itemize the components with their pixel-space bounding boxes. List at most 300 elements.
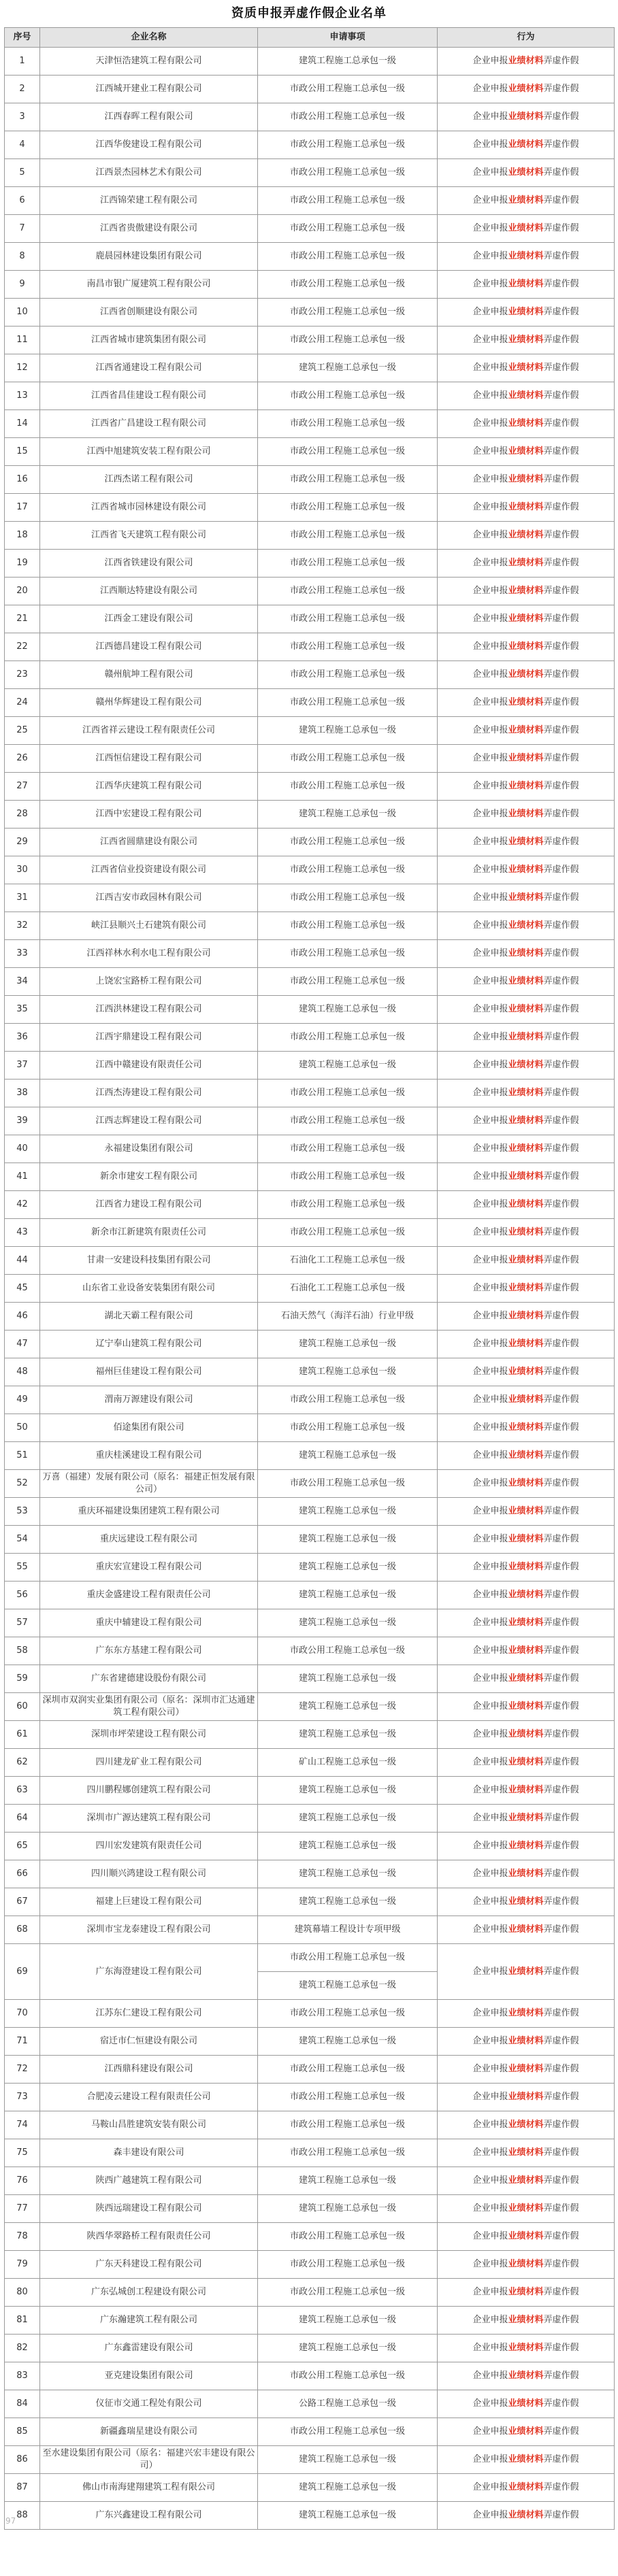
table-row xyxy=(5,243,615,271)
index-cell: 36 xyxy=(5,1024,40,1052)
behavior-cell xyxy=(438,2251,615,2279)
behavior-text-part: 企业申报 xyxy=(472,1339,508,1349)
behavior-text-part: 企业申报 xyxy=(472,976,508,986)
table-row xyxy=(5,1414,615,1442)
header-behavior: 行为 xyxy=(438,28,615,48)
behavior-cell xyxy=(438,801,615,829)
application-cell: 建筑工程施工总承包一级 xyxy=(258,2335,438,2362)
behavior-cell xyxy=(438,2139,615,2167)
behavior-text-part: 企业申报 xyxy=(472,251,508,261)
application-cell: 市政公用工程施工总承包一级 xyxy=(258,103,438,131)
behavior-text-part: 业绩材料 xyxy=(508,697,544,707)
behavior-text-part: 弄虚作假 xyxy=(543,1032,579,1042)
behavior-cell xyxy=(438,1331,615,1358)
behavior-cell xyxy=(438,131,615,159)
index-cell: 25 xyxy=(5,717,40,745)
table-row xyxy=(5,633,615,661)
application-cell: 建筑工程施工总承包一级 xyxy=(258,996,438,1024)
table-row xyxy=(5,2279,615,2307)
behavior-cell xyxy=(438,2279,615,2307)
company-name-cell: 新余市江新建筑有限责任公司 xyxy=(40,1219,258,1247)
behavior-cell xyxy=(438,1275,615,1303)
behavior-text-part: 弄虚作假 xyxy=(543,669,579,680)
behavior-cell xyxy=(438,1916,615,1944)
behavior-text-part: 弄虚作假 xyxy=(543,2120,579,2130)
index-cell: 78 xyxy=(5,2223,40,2251)
behavior-text-part: 弄虚作假 xyxy=(543,2371,579,2381)
behavior-cell xyxy=(438,2390,615,2418)
behavior-text-part: 企业申报 xyxy=(472,558,508,568)
behavior-text-part: 弄虚作假 xyxy=(543,2482,579,2492)
behavior-cell xyxy=(438,1135,615,1163)
company-name-cell: 重庆宏宣建设工程有限公司 xyxy=(40,1554,258,1582)
behavior-text-part: 弄虚作假 xyxy=(543,502,579,512)
behavior-text-part: 业绩材料 xyxy=(508,976,544,986)
company-name-cell: 江西洪林建设工程有限公司 xyxy=(40,996,258,1024)
index-cell: 50 xyxy=(5,1414,40,1442)
behavior-cell xyxy=(438,661,615,689)
application-cell: 建筑工程施工总承包一级 xyxy=(258,2195,438,2223)
behavior-text-part: 业绩材料 xyxy=(508,1143,544,1154)
table-row xyxy=(5,1358,615,1386)
application-cell: 市政公用工程施工总承包一级 xyxy=(258,633,438,661)
behavior-text-part: 业绩材料 xyxy=(508,1450,544,1460)
behavior-text-part: 企业申报 xyxy=(472,1618,508,1628)
behavior-text-part: 业绩材料 xyxy=(508,1562,544,1572)
behavior-text-part: 弄虚作假 xyxy=(543,2510,579,2520)
company-name-cell: 山东省工业设备安装集团有限公司 xyxy=(40,1275,258,1303)
index-cell: 88 xyxy=(5,2502,40,2530)
behavior-text-part: 企业申报 xyxy=(472,1088,508,1098)
behavior-text-part: 弄虚作假 xyxy=(543,307,579,317)
company-name-cell: 江西金工建设有限公司 xyxy=(40,605,258,633)
behavior-text-part: 企业申报 xyxy=(472,1534,508,1544)
index-cell: 11 xyxy=(5,327,40,354)
behavior-cell xyxy=(438,2056,615,2084)
behavior-text-part: 业绩材料 xyxy=(508,1896,544,1907)
application-cell: 市政公用工程施工总承包一级 xyxy=(258,438,438,466)
company-table xyxy=(4,27,615,2530)
company-name-cell: 江西吉安市政园林有限公司 xyxy=(40,884,258,912)
behavior-text-part: 企业申报 xyxy=(472,2203,508,2213)
table-row xyxy=(5,1721,615,1749)
table-row xyxy=(5,1303,615,1331)
application-cell: 建筑工程施工总承包一级 xyxy=(258,1498,438,1526)
application-cell: 市政公用工程施工总承包一级 xyxy=(258,2000,438,2028)
behavior-text-part: 弄虚作假 xyxy=(543,697,579,707)
behavior-text-part: 企业申报 xyxy=(472,809,508,819)
application-cell: 市政公用工程施工总承包一级 xyxy=(258,2223,438,2251)
table-row xyxy=(5,76,615,103)
behavior-text-part: 弄虚作假 xyxy=(543,167,579,178)
index-cell: 68 xyxy=(5,1916,40,1944)
behavior-cell xyxy=(438,605,615,633)
application-cell: 市政公用工程施工总承包一级 xyxy=(258,2279,438,2307)
index-cell: 10 xyxy=(5,299,40,327)
table-row xyxy=(5,438,615,466)
index-cell: 48 xyxy=(5,1358,40,1386)
table-row xyxy=(5,2195,615,2223)
behavior-text-part: 企业申报 xyxy=(472,1116,508,1126)
index-cell: 38 xyxy=(5,1080,40,1107)
application-cell: 矿山工程施工总承包一级 xyxy=(258,1749,438,1777)
application-cell: 市政公用工程施工总承包一级 xyxy=(258,1080,438,1107)
index-cell: 60 xyxy=(5,1693,40,1721)
application-cell: 市政公用工程施工总承包一级 xyxy=(258,605,438,633)
table-row xyxy=(5,1107,615,1135)
behavior-text-part: 业绩材料 xyxy=(508,2426,544,2437)
behavior-cell xyxy=(438,1721,615,1749)
behavior-text-part: 弄虚作假 xyxy=(543,2454,579,2464)
application-cell: 建筑工程施工总承包一级 xyxy=(258,1526,438,1554)
behavior-text-part: 业绩材料 xyxy=(508,865,544,875)
behavior-text-part: 弄虚作假 xyxy=(543,892,579,903)
behavior-text-part: 业绩材料 xyxy=(508,223,544,233)
application-cell: 市政公用工程施工总承包一级 xyxy=(258,2084,438,2111)
table-row xyxy=(5,2167,615,2195)
company-name-cell: 江西鼎科建设有限公司 xyxy=(40,2056,258,2084)
table-row xyxy=(5,2251,615,2279)
behavior-text-part: 业绩材料 xyxy=(508,279,544,289)
index-cell: 83 xyxy=(5,2362,40,2390)
application-cell: 市政公用工程施工总承包一级 xyxy=(258,550,438,578)
application-cell: 建筑工程施工总承包一级 xyxy=(258,1805,438,1833)
company-name-cell: 赣州华辉建设工程有限公司 xyxy=(40,689,258,717)
index-cell: 19 xyxy=(5,550,40,578)
index-cell: 42 xyxy=(5,1191,40,1219)
behavior-cell xyxy=(438,2167,615,2195)
behavior-text-part: 企业申报 xyxy=(472,1673,508,1684)
behavior-text-part: 弄虚作假 xyxy=(543,2259,579,2269)
behavior-text-part: 弄虚作假 xyxy=(543,1869,579,1879)
behavior-text-part: 弄虚作假 xyxy=(543,1813,579,1823)
company-name-cell: 江西景杰园林艺术有限公司 xyxy=(40,159,258,187)
index-cell: 22 xyxy=(5,633,40,661)
behavior-cell xyxy=(438,354,615,382)
header-application: 申请事项 xyxy=(258,28,438,48)
index-cell: 8 xyxy=(5,243,40,271)
behavior-text-part: 弄虚作假 xyxy=(543,2287,579,2297)
behavior-text-part: 业绩材料 xyxy=(508,167,544,178)
table-row xyxy=(5,494,615,522)
behavior-cell xyxy=(438,2223,615,2251)
behavior-text-part: 业绩材料 xyxy=(508,502,544,512)
behavior-text-part: 业绩材料 xyxy=(508,2482,544,2492)
table-row xyxy=(5,912,615,940)
application-cell: 建筑工程施工总承包一级 xyxy=(258,1860,438,1888)
behavior-text-part: 企业申报 xyxy=(472,1367,508,1377)
application-cell: 石油化工工程施工总承包一级 xyxy=(258,1275,438,1303)
behavior-text-part: 业绩材料 xyxy=(508,614,544,624)
behavior-text-part: 弄虚作假 xyxy=(543,1478,579,1488)
application-cell: 市政公用工程施工总承包一级 xyxy=(258,243,438,271)
behavior-text-part: 企业申报 xyxy=(472,307,508,317)
behavior-text-part: 企业申报 xyxy=(472,446,508,456)
behavior-text-part: 弄虚作假 xyxy=(543,1199,579,1209)
application-cell: 建筑工程施工总承包一级 xyxy=(258,2474,438,2502)
behavior-text-part: 企业申报 xyxy=(472,2147,508,2158)
table-row xyxy=(5,2223,615,2251)
behavior-text-part: 业绩材料 xyxy=(508,390,544,401)
behavior-text-part: 业绩材料 xyxy=(508,1534,544,1544)
application-cell: 市政公用工程施工总承包一级 xyxy=(258,327,438,354)
table-row xyxy=(5,1386,615,1414)
table-row xyxy=(5,884,615,912)
behavior-text-part: 弄虚作假 xyxy=(543,2398,579,2409)
company-name-cell: 广东天科建设工程有限公司 xyxy=(40,2251,258,2279)
table-row xyxy=(5,1470,615,1498)
company-name-cell: 宿迁市仁恒建设有限公司 xyxy=(40,2028,258,2056)
company-name-cell: 上饶宏宝路桥工程有限公司 xyxy=(40,968,258,996)
behavior-cell xyxy=(438,1358,615,1386)
behavior-cell xyxy=(438,2418,615,2446)
behavior-text-part: 企业申报 xyxy=(472,641,508,652)
company-name-cell: 江西恒信建设工程有限公司 xyxy=(40,745,258,773)
behavior-text-part: 弄虚作假 xyxy=(543,558,579,568)
behavior-text-part: 企业申报 xyxy=(472,2426,508,2437)
index-cell: 9 xyxy=(5,271,40,299)
application-cell: 建筑工程施工总承包一级 xyxy=(258,1693,438,1721)
behavior-cell xyxy=(438,996,615,1024)
behavior-text-part: 弄虚作假 xyxy=(543,2343,579,2353)
company-name-cell: 江西春晖工程有限公司 xyxy=(40,103,258,131)
behavior-text-part: 企业申报 xyxy=(472,614,508,624)
behavior-text-part: 业绩材料 xyxy=(508,2259,544,2269)
table-row xyxy=(5,2390,615,2418)
company-name-cell: 江西中赣建设有限责任公司 xyxy=(40,1052,258,1080)
behavior-cell xyxy=(438,968,615,996)
index-cell: 16 xyxy=(5,466,40,494)
company-name-cell: 广东鑫雷建设有限公司 xyxy=(40,2335,258,2362)
application-cell: 市政公用工程施工总承包一级 xyxy=(258,410,438,438)
index-cell: 32 xyxy=(5,912,40,940)
index-cell: 44 xyxy=(5,1247,40,1275)
behavior-text-part: 弄虚作假 xyxy=(543,1227,579,1237)
behavior-text-part: 弄虚作假 xyxy=(543,1060,579,1070)
application-cell: 建筑工程施工总承包一级 xyxy=(258,1442,438,1470)
company-name-cell: 江西省贵傲建设有限公司 xyxy=(40,215,258,243)
behavior-text-part: 弄虚作假 xyxy=(543,614,579,624)
table-row xyxy=(5,1024,615,1052)
behavior-cell xyxy=(438,1888,615,1916)
behavior-text-part: 弄虚作假 xyxy=(543,1004,579,1014)
table-row xyxy=(5,187,615,215)
behavior-cell xyxy=(438,215,615,243)
behavior-text-part: 弄虚作假 xyxy=(543,139,579,150)
company-name-cell: 深圳市宝龙泰建设工程有限公司 xyxy=(40,1916,258,1944)
application-cell: 市政公用工程施工总承包一级 xyxy=(258,578,438,605)
index-cell: 1 xyxy=(5,48,40,76)
behavior-text-part: 业绩材料 xyxy=(508,2175,544,2186)
behavior-text-part: 企业申报 xyxy=(472,2175,508,2186)
table-row xyxy=(5,2362,615,2390)
behavior-text-part: 业绩材料 xyxy=(508,1283,544,1293)
table-row xyxy=(5,605,615,633)
index-cell: 33 xyxy=(5,940,40,968)
behavior-text-part: 企业申报 xyxy=(472,223,508,233)
index-cell: 49 xyxy=(5,1386,40,1414)
behavior-text-part: 企业申报 xyxy=(472,2482,508,2492)
index-cell: 76 xyxy=(5,2167,40,2195)
application-cell: 公路工程施工总承包一级 xyxy=(258,2390,438,2418)
table-row xyxy=(5,968,615,996)
behavior-text-part: 弄虚作假 xyxy=(543,809,579,819)
behavior-text-part: 弄虚作假 xyxy=(543,976,579,986)
company-name-cell: 江西中旭建筑安装工程有限公司 xyxy=(40,438,258,466)
behavior-text-part: 企业申报 xyxy=(472,1590,508,1600)
company-name-cell: 南昌市银广厦建筑工程有限公司 xyxy=(40,271,258,299)
index-cell: 41 xyxy=(5,1163,40,1191)
index-cell: 39 xyxy=(5,1107,40,1135)
company-name-cell: 江西锦荣建工程有限公司 xyxy=(40,187,258,215)
application-cell: 市政公用工程施工总承包一级 xyxy=(258,1024,438,1052)
behavior-text-part: 业绩材料 xyxy=(508,1729,544,1739)
behavior-text-part: 弄虚作假 xyxy=(543,2426,579,2437)
behavior-text-part: 业绩材料 xyxy=(508,1924,544,1935)
behavior-text-part: 企业申报 xyxy=(472,892,508,903)
application-cell: 市政公用工程施工总承包一级 xyxy=(258,2418,438,2446)
behavior-cell xyxy=(438,856,615,884)
application-cell: 建筑工程施工总承包一级 xyxy=(258,2167,438,2195)
index-cell: 37 xyxy=(5,1052,40,1080)
application-cell: 市政公用工程施工总承包一级 xyxy=(258,1219,438,1247)
behavior-text-part: 弄虚作假 xyxy=(543,2064,579,2074)
company-name-cell: 深圳市双润实业集团有限公司（原名：深圳市汇达通建筑工程有限公司） xyxy=(40,1693,258,1721)
behavior-text-part: 业绩材料 xyxy=(508,84,544,94)
application-cell: 建筑工程施工总承包一级 xyxy=(258,1582,438,1609)
company-name-cell: 陕西广越建筑工程有限公司 xyxy=(40,2167,258,2195)
behavior-text-part: 弄虚作假 xyxy=(543,1785,579,1795)
behavior-text-part: 弄虚作假 xyxy=(543,1394,579,1405)
behavior-text-part: 弄虚作假 xyxy=(543,1701,579,1711)
application-cell: 市政公用工程施工总承包一级 xyxy=(258,773,438,801)
application-cell: 市政公用工程施工总承包一级 xyxy=(258,76,438,103)
behavior-text-part: 弄虚作假 xyxy=(543,279,579,289)
behavior-text-part: 企业申报 xyxy=(472,1422,508,1433)
behavior-text-part: 业绩材料 xyxy=(508,781,544,791)
application-cell: 市政公用工程施工总承包一级 xyxy=(258,494,438,522)
company-name-cell: 甘肃一安建设科技集团有限公司 xyxy=(40,1247,258,1275)
table-row xyxy=(5,578,615,605)
behavior-text-part: 业绩材料 xyxy=(508,1367,544,1377)
application-cell: 市政公用工程施工总承包一级 xyxy=(258,2139,438,2167)
table-row xyxy=(5,2446,615,2474)
table-row xyxy=(5,1219,615,1247)
application-cell: 建筑工程施工总承包一级 xyxy=(258,801,438,829)
behavior-text-part: 弄虚作假 xyxy=(543,1896,579,1907)
application-cell: 市政公用工程施工总承包一级 xyxy=(258,159,438,187)
behavior-text-part: 企业申报 xyxy=(472,195,508,205)
application-cell: 市政公用工程施工总承包一级 xyxy=(258,745,438,773)
behavior-text-part: 企业申报 xyxy=(472,1255,508,1265)
behavior-text-part: 业绩材料 xyxy=(508,418,544,429)
behavior-cell xyxy=(438,1191,615,1219)
application-cell: 市政公用工程施工总承包一级 xyxy=(258,689,438,717)
company-name-cell: 江西杰涛建设工程有限公司 xyxy=(40,1080,258,1107)
behavior-text-part: 弄虚作假 xyxy=(543,1590,579,1600)
table-row xyxy=(5,717,615,745)
index-cell: 82 xyxy=(5,2335,40,2362)
company-name-cell: 亚克建设集团有限公司 xyxy=(40,2362,258,2390)
behavior-text-part: 弄虚作假 xyxy=(543,781,579,791)
application-cell: 石油化工工程施工总承包一级 xyxy=(258,1247,438,1275)
behavior-cell xyxy=(438,1163,615,1191)
behavior-text-part: 弄虚作假 xyxy=(543,1171,579,1182)
behavior-text-part: 业绩材料 xyxy=(508,1701,544,1711)
company-name-cell: 峡江县顺兴土石建筑有限公司 xyxy=(40,912,258,940)
behavior-text-part: 业绩材料 xyxy=(508,56,544,66)
table-row xyxy=(5,940,615,968)
index-cell: 13 xyxy=(5,382,40,410)
company-name-cell: 江西省祥云建设工程有限责任公司 xyxy=(40,717,258,745)
application-cell: 市政公用工程施工总承包一级 xyxy=(258,382,438,410)
table-row xyxy=(5,1805,615,1833)
behavior-text-part: 企业申报 xyxy=(472,753,508,763)
table-body xyxy=(5,48,615,2530)
application-cell: 市政公用工程施工总承包一级 xyxy=(258,1637,438,1665)
application-cell: 市政公用工程施工总承包一级 xyxy=(258,131,438,159)
behavior-text-part: 企业申报 xyxy=(472,474,508,484)
behavior-text-part: 业绩材料 xyxy=(508,2231,544,2241)
application-cell: 建筑工程施工总承包一级 xyxy=(258,2028,438,2056)
index-cell: 24 xyxy=(5,689,40,717)
behavior-text-part: 业绩材料 xyxy=(508,2008,544,2018)
table-row xyxy=(5,1944,615,1972)
behavior-text-part: 业绩材料 xyxy=(508,474,544,484)
behavior-text-part: 业绩材料 xyxy=(508,1199,544,1209)
behavior-text-part: 弄虚作假 xyxy=(543,865,579,875)
behavior-cell xyxy=(438,48,615,76)
company-name-cell: 仪征市交通工程处有限公司 xyxy=(40,2390,258,2418)
behavior-cell xyxy=(438,1498,615,1526)
behavior-text-part: 弄虚作假 xyxy=(543,1339,579,1349)
behavior-text-part: 弄虚作假 xyxy=(543,2036,579,2046)
index-cell: 30 xyxy=(5,856,40,884)
behavior-cell xyxy=(438,76,615,103)
behavior-text-part: 业绩材料 xyxy=(508,1618,544,1628)
table-row xyxy=(5,2502,615,2530)
index-cell: 75 xyxy=(5,2139,40,2167)
table-row xyxy=(5,1163,615,1191)
behavior-text-part: 企业申报 xyxy=(472,697,508,707)
behavior-text-part: 业绩材料 xyxy=(508,1645,544,1656)
index-cell: 18 xyxy=(5,522,40,550)
company-name-cell: 合肥凌云建设工程有限责任公司 xyxy=(40,2084,258,2111)
index-cell: 27 xyxy=(5,773,40,801)
index-cell: 23 xyxy=(5,661,40,689)
table-row xyxy=(5,1637,615,1665)
application-cell: 建筑工程施工总承包一级 xyxy=(258,2446,438,2474)
table-row xyxy=(5,2335,615,2362)
index-cell: 26 xyxy=(5,745,40,773)
index-cell: 81 xyxy=(5,2307,40,2335)
behavior-cell xyxy=(438,1052,615,1080)
index-cell: 55 xyxy=(5,1554,40,1582)
application-cell: 市政公用工程施工总承包一级 xyxy=(258,271,438,299)
application-cell: 市政公用工程施工总承包一级 xyxy=(258,2251,438,2279)
behavior-text-part: 业绩材料 xyxy=(508,837,544,847)
company-name-cell: 永福建设集团有限公司 xyxy=(40,1135,258,1163)
index-cell: 15 xyxy=(5,438,40,466)
application-cell: 市政公用工程施工总承包一级 xyxy=(258,884,438,912)
table-header-row xyxy=(5,28,615,48)
behavior-cell xyxy=(438,2000,615,2028)
application-cell: 市政公用工程施工总承包一级 xyxy=(258,1107,438,1135)
table-row xyxy=(5,1191,615,1219)
company-name-cell: 江西省创顺建设有限公司 xyxy=(40,299,258,327)
behavior-cell xyxy=(438,773,615,801)
company-name-cell: 陕西华翠路桥工程有限责任公司 xyxy=(40,2223,258,2251)
